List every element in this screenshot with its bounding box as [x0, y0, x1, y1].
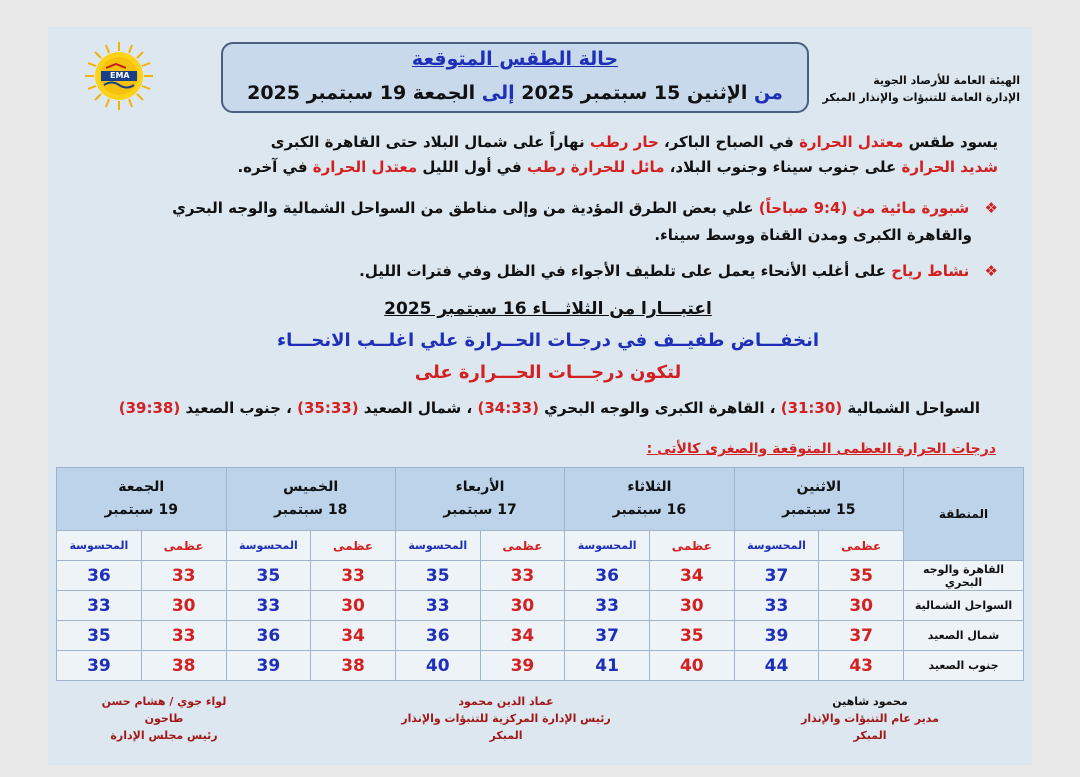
feels-like-header: المحسوسة [565, 531, 650, 561]
signature-name: محمود شاهين [832, 695, 908, 708]
bullet-icon: ❖ [984, 199, 998, 217]
max-temp-header: عظمى [480, 531, 565, 561]
summary-text: في أول الليل [422, 158, 522, 176]
region-name: القاهرة والوجه البحري [904, 561, 1024, 591]
day-name: الاثنين [796, 479, 842, 495]
signature-name: لواء جوي / هشام حسن طاحون [101, 695, 227, 725]
feels-like-cell: 33 [395, 591, 480, 621]
feels-like-cell: 33 [226, 591, 311, 621]
feels-like-cell: 37 [734, 561, 819, 591]
outlook-region-name: شمال الصعيد [363, 399, 462, 417]
summary-text: على جنوب سيناء وجنوب البلاد، [669, 158, 897, 176]
day-name: الثلاثاء [627, 479, 672, 495]
max-temp-cell: 33 [141, 561, 226, 591]
summary-text: يسود طقس [908, 133, 998, 151]
max-temp-cell: 35 [819, 561, 904, 591]
summary-line-2 [237, 158, 998, 176]
max-temp-cell: 30 [480, 591, 565, 621]
bullet-wind-text: على أغلب الأنحاء يعمل على تلطيف الأجواء في الظل وفي فترات الليل. [359, 262, 887, 280]
day-name: الأربعاء [455, 479, 505, 495]
summary-highlight: معتدل الحرارة [799, 133, 904, 151]
signature-3 [84, 693, 244, 744]
day-header [226, 468, 395, 531]
day-date: 16 سبتمبر [612, 502, 687, 518]
org-line-1: الهيئة العامة للأرصاد الجوية [873, 74, 1020, 87]
feels-like-header: المحسوسة [226, 531, 311, 561]
ema-logo [84, 41, 154, 111]
region-name: السواحل الشمالية [904, 591, 1024, 621]
outlook-line-2: لتكون درجـــات الحـــرارة على [414, 362, 682, 383]
feels-like-cell: 35 [57, 621, 142, 651]
outlook-region-value: (34:33) [477, 399, 539, 417]
max-temp-cell: 30 [819, 591, 904, 621]
table-title: درجات الحرارة العظمى المتوقعة والصغرى كالأتى : [646, 441, 996, 457]
signature-role: مدير عام التنبؤات والإنذار المبكر [801, 712, 939, 742]
feels-like-cell: 39 [57, 651, 142, 681]
bullet-fog [172, 199, 998, 217]
feels-like-cell: 33 [57, 591, 142, 621]
feels-like-cell: 39 [226, 651, 311, 681]
bullet-fog-text: علي بعض الطرق المؤدية من وإلى مناطق من السواحل الشمالية والوجه البحري [172, 199, 754, 217]
summary-highlight: شديد الحرارة [901, 158, 998, 176]
feels-like-cell: 40 [395, 651, 480, 681]
page-title: حالة الطقس المتوقعة [411, 48, 619, 70]
summary-highlight: معتدل الحرارة [312, 158, 418, 176]
bullet-wind-title: نشاط رياح [891, 262, 970, 280]
day-header [565, 468, 734, 531]
feels-like-cell: 37 [565, 621, 650, 651]
day-name: الجمعة [118, 479, 165, 495]
max-temp-cell: 40 [649, 651, 734, 681]
max-temp-header: عظمى [649, 531, 734, 561]
range-from-word: من [754, 82, 783, 104]
max-temp-cell: 35 [649, 621, 734, 651]
region-column-header: المنطقة [904, 468, 1024, 561]
max-temp-cell: 38 [311, 651, 396, 681]
feels-like-cell: 36 [565, 561, 650, 591]
signature-name: عماد الدين محمود [458, 695, 554, 708]
signature-1 [790, 693, 950, 744]
max-temp-cell: 33 [480, 561, 565, 591]
bullet-icon: ❖ [984, 262, 998, 280]
feels-like-cell: 35 [395, 561, 480, 591]
feels-like-cell: 44 [734, 651, 819, 681]
max-temp-cell: 33 [141, 621, 226, 651]
day-date: 17 سبتمبر [443, 502, 517, 518]
feels-like-cell: 36 [395, 621, 480, 651]
day-name: الخميس [283, 479, 339, 495]
summary-line-1 [271, 133, 998, 151]
outlook-region-value: (31:30) [780, 399, 843, 417]
region-name: جنوب الصعيد [904, 651, 1024, 681]
max-temp-header: عظمى [141, 531, 226, 561]
max-temp-cell: 34 [649, 561, 734, 591]
title-box [221, 42, 809, 113]
outlook-heading: اعتبـــارا من الثلاثـــاء 16 سبتمبر 2025 [384, 299, 712, 319]
day-date: 18 سبتمبر [274, 502, 348, 518]
feels-like-cell: 36 [57, 561, 142, 591]
max-temp-cell: 30 [311, 591, 396, 621]
max-temp-cell: 33 [311, 561, 396, 591]
logo-text: EMA [110, 71, 130, 80]
temperature-table [56, 467, 1024, 681]
table-row [57, 621, 1024, 651]
table-row [57, 591, 1024, 621]
bullet-fog-title: شبورة مائية من (9:4 صباحاً) [758, 199, 970, 217]
outlook-region-value: (35:33) [297, 399, 359, 417]
organization-block [823, 72, 1020, 106]
max-temp-cell: 39 [480, 651, 565, 681]
max-temp-cell: 38 [141, 651, 226, 681]
table-body [57, 561, 1024, 681]
signature-2 [386, 693, 626, 744]
max-temp-cell: 34 [311, 621, 396, 651]
max-temp-cell: 37 [819, 621, 904, 651]
max-temp-cell: 34 [480, 621, 565, 651]
feels-like-header: المحسوسة [57, 531, 142, 561]
outlook-region-name: جنوب الصعيد [185, 399, 281, 417]
subheader-row [57, 531, 1024, 561]
feels-like-header: المحسوسة [734, 531, 819, 561]
range-to-word: إلى [481, 82, 515, 104]
outlook-separator: ، [466, 399, 473, 417]
summary-text: في آخره. [237, 158, 308, 176]
feels-like-cell: 33 [565, 591, 650, 621]
table-row [57, 651, 1024, 681]
outlook-region-name: القاهرة الكبرى والوجه البحري [544, 399, 765, 417]
summary-highlight: مائل للحرارة رطب [526, 158, 665, 176]
outlook-region-name: السواحل الشمالية [847, 399, 980, 417]
feels-like-cell: 35 [226, 561, 311, 591]
feels-like-cell: 41 [565, 651, 650, 681]
outlook-separator: ، [769, 399, 776, 417]
date-range [223, 82, 807, 104]
range-end: الجمعة 19 سبتمبر 2025 [247, 82, 476, 104]
range-start: الإثنين 15 سبتمبر 2025 [521, 82, 748, 104]
feels-like-cell: 39 [734, 621, 819, 651]
max-temp-header: عظمى [311, 531, 396, 561]
max-temp-cell: 30 [649, 591, 734, 621]
outlook-region-value: (39:38) [118, 399, 181, 417]
day-header [395, 468, 564, 531]
bullet-fog-line-2: والقاهرة الكبرى ومدن القناة ووسط سيناء. [654, 226, 972, 244]
day-header [57, 468, 227, 531]
feels-like-cell: 36 [226, 621, 311, 651]
forecast-sheet [48, 27, 1032, 765]
summary-highlight: حار رطب [589, 133, 659, 151]
signature-role: رئيس الإدارة المركزية للتنبؤات والإنذار المبكر [401, 712, 611, 742]
day-date: 15 سبتمبر [782, 502, 856, 518]
table-row [57, 561, 1024, 591]
signature-role: رئيس مجلس الإدارة [110, 729, 218, 742]
region-name: شمال الصعيد [904, 621, 1024, 651]
day-header [734, 468, 903, 531]
max-temp-cell: 30 [141, 591, 226, 621]
max-temp-header: عظمى [819, 531, 904, 561]
summary-text: في الصباح الباكر، [664, 133, 794, 151]
summary-text: نهاراً على شمال البلاد حتى القاهرة الكبرى [270, 133, 585, 151]
outlook-line-1: انخفـــاض طفيــف في درجـات الحــرارة علي اغلــب الانحـــاء [276, 330, 820, 351]
day-date: 19 سبتمبر [104, 502, 178, 518]
feels-like-header: المحسوسة [395, 531, 480, 561]
outlook-separator: ، [286, 399, 292, 417]
org-line-2: الإدارة العامة للتنبؤات والإنذار المبكر [822, 91, 1020, 104]
outlook-regions [119, 399, 980, 417]
feels-like-cell: 33 [734, 591, 819, 621]
max-temp-cell: 43 [819, 651, 904, 681]
bullet-wind [359, 262, 998, 280]
